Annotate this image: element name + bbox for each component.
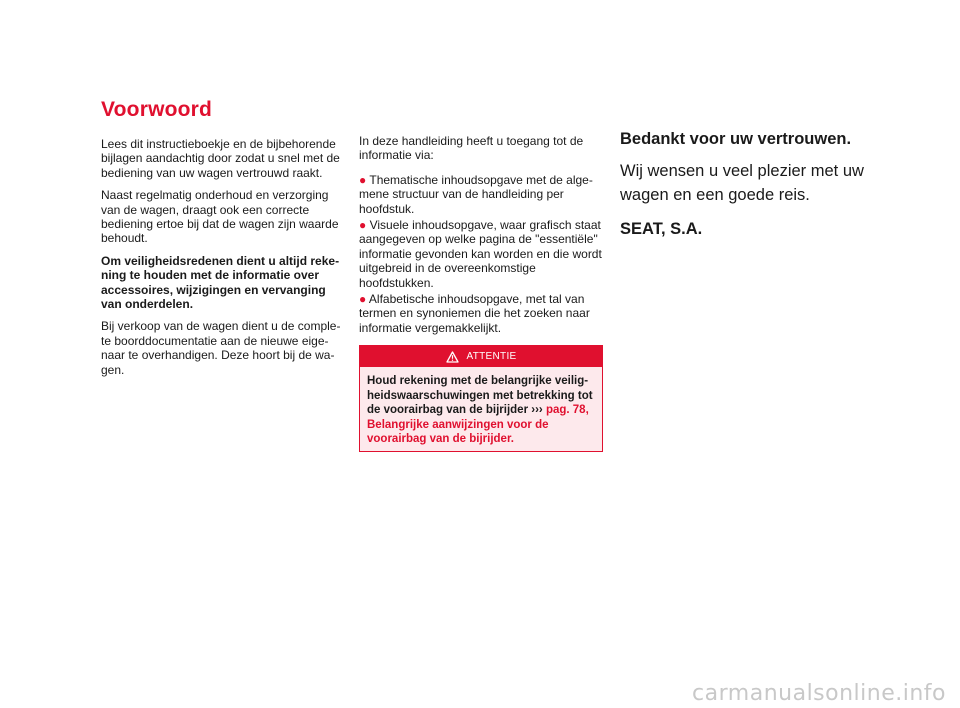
list-item: [359, 173, 603, 216]
list-item-text: Alfabetische inhoudsopgave, met tal van termen en synoniemen die het zoeken naar informatie vergemakkelijkt.: [359, 292, 590, 335]
paragraph-safety: Om veiligheidsredenen dient u altijd rekening te houden met de informatie over accessoires, wijzigingen en vervanging van onderdelen.: [101, 253, 340, 312]
list-item-text: Visuele inhoudsopgave, waar grafisch staat aangegeven op welke pagina de "essentiële" informatie gevonden kan worden en die wordt uitgebreid in de overeenkomstige hoofdstukken.: [359, 218, 602, 290]
warning-label: ATTENTIE: [466, 350, 517, 362]
column-1: [101, 137, 343, 385]
paragraph-sale: Bij verkoop van de wagen dient u de complete boorddocumentatie aan de nieuwe eigenaar te overhandigen. Deze hoort bij de wagen.: [101, 319, 341, 377]
paragraph-access-intro: In deze handleiding heeft u toegang tot de informatie via:: [359, 134, 584, 163]
page-reference-link[interactable]: pag. 78, Belangrijke aanwijzingen voor de voorairbag van de bijrijder.: [367, 404, 589, 445]
list-item: [359, 218, 603, 290]
bullet-icon: ●: [359, 172, 367, 187]
wish-text: Wij wensen u veel plezier met uw wagen en een goede reis.: [620, 162, 864, 204]
column-2: [359, 134, 603, 452]
warning-triangle-icon: [446, 351, 459, 363]
signature: SEAT, S.A.: [620, 220, 703, 238]
thanks-heading: Bedankt voor uw vertrouwen.: [620, 130, 852, 148]
paragraph-intro: Lees dit instructieboekje en de bijbehorende bijlagen aandachtig door zodat u snel met de bediening van uw wagen vertrouwd raakt.: [101, 137, 340, 180]
paragraph-maintenance: Naast regelmatig onderhoud en verzorging van de wagen, draagt ook een correcte bediening ertoe bij dat de wagen zijn waarde behoudt.: [101, 188, 339, 246]
column-3: [620, 129, 870, 239]
warning-text: [360, 367, 602, 451]
page-reference-arrow: ›››: [531, 404, 543, 417]
list-item: [359, 292, 603, 335]
warning-box: [359, 345, 603, 452]
warning-header: [360, 346, 602, 367]
bullet-icon: ●: [359, 218, 367, 233]
page-title: Voorwoord: [101, 98, 213, 121]
bullet-icon: ●: [359, 292, 367, 307]
warning-message: Houd rekening met de belangrijke veiligheidswaarschuwingen met betrekking tot de voorairbag van de bijrijder: [367, 375, 593, 417]
list-item-text: Thematische inhoudsopgave met de algemene structuur van de handleiding per hoofdstuk.: [359, 172, 593, 216]
watermark: carmanualsonline.info: [692, 681, 946, 706]
